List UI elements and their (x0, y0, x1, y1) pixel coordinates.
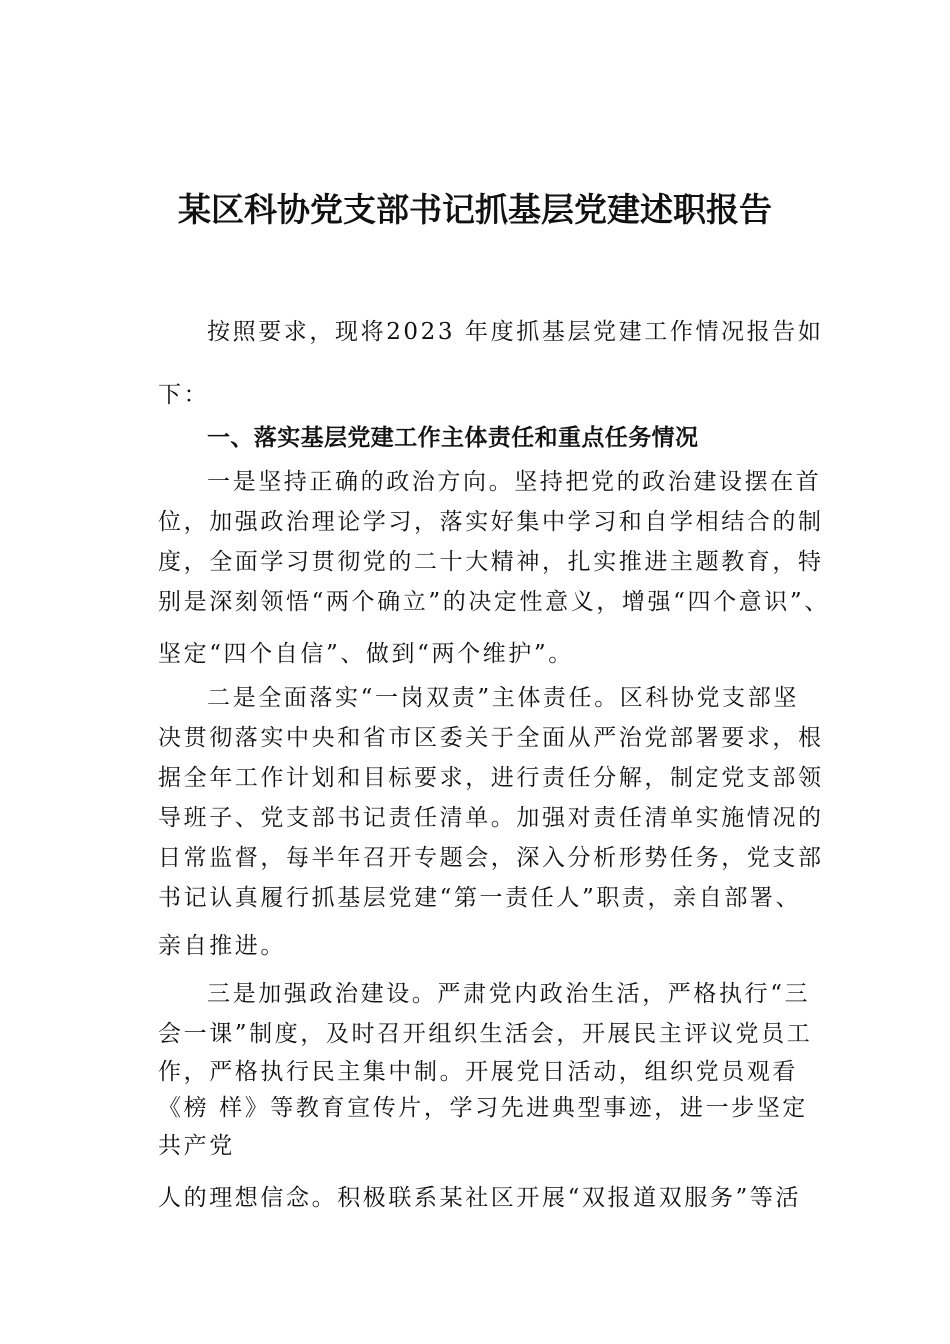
paragraph-2-line-6: 书记认真履行抓基层党建“第一责任人”职责，亲自部署、 (158, 885, 802, 911)
paragraph-2-line-2: 决贯彻落实中央和省市区委关于全面从严治党部署要求，根 (158, 725, 824, 751)
paragraph-2-line-1: 二是全面落实“一岗双责”主体责任。区科协党支部坚 (207, 685, 799, 711)
paragraph-3-line-5: 共产党 (158, 1133, 235, 1159)
paragraph-3-line-2: 会一课”制度，及时召开组织生活会，开展民主评议党员工 (158, 1021, 813, 1047)
paragraph-1-line-2: 位，加强政治理论学习，落实好集中学习和自学相结合的制 (158, 509, 824, 535)
paragraph-2-line-3: 据全年工作计划和目标要求，进行责任分解，制定党支部领 (158, 765, 824, 791)
paragraph-3-line-4: 《榜 样》等教育宣传片，学习先进典型事迹，进一步坚定 (158, 1095, 808, 1121)
paragraph-1-line-3: 度，全面学习贯彻党的二十大精神，扎实推进主题教育，特 (158, 549, 824, 575)
paragraph-intro-line-1: 按照要求，现将2023 年度抓基层党建工作情况报告如 (207, 319, 824, 345)
paragraph-3-line-3: 作，严格执行民主集中制。开展党日活动，组织党员观看 (158, 1059, 798, 1085)
paragraph-2-line-4: 导班子、党支部书记责任清单。加强对责任清单实施情况的 (158, 805, 824, 831)
paragraph-3-line-6: 人的理想信念。积极联系某社区开展“双报道双服务”等活 (158, 1185, 802, 1211)
paragraph-1-line-5: 坚定“四个自信”、做到“两个维护”。 (158, 641, 574, 667)
paragraph-1-line-4: 别是深刻领悟“两个确立”的决定性意义，增强“四个意识”、 (158, 589, 830, 615)
paragraph-intro-line-2: 下： (158, 382, 210, 408)
paragraph-1-line-1: 一是坚持正确的政治方向。坚持把党的政治建设摆在首 (207, 469, 822, 495)
paragraph-3-line-1: 三是加强政治建设。严肃党内政治生活，严格执行“三 (207, 981, 811, 1007)
document-title: 某区科协党支部书记抓基层党建述职报告 (178, 190, 772, 229)
paragraph-2-line-7: 亲自推进。 (158, 933, 286, 959)
section-heading-1: 一、落实基层党建工作主体责任和重点任务情况 (207, 425, 699, 451)
paragraph-2-line-5: 日常监督，每半年召开专题会，深入分析形势任务，党支部 (158, 845, 824, 871)
